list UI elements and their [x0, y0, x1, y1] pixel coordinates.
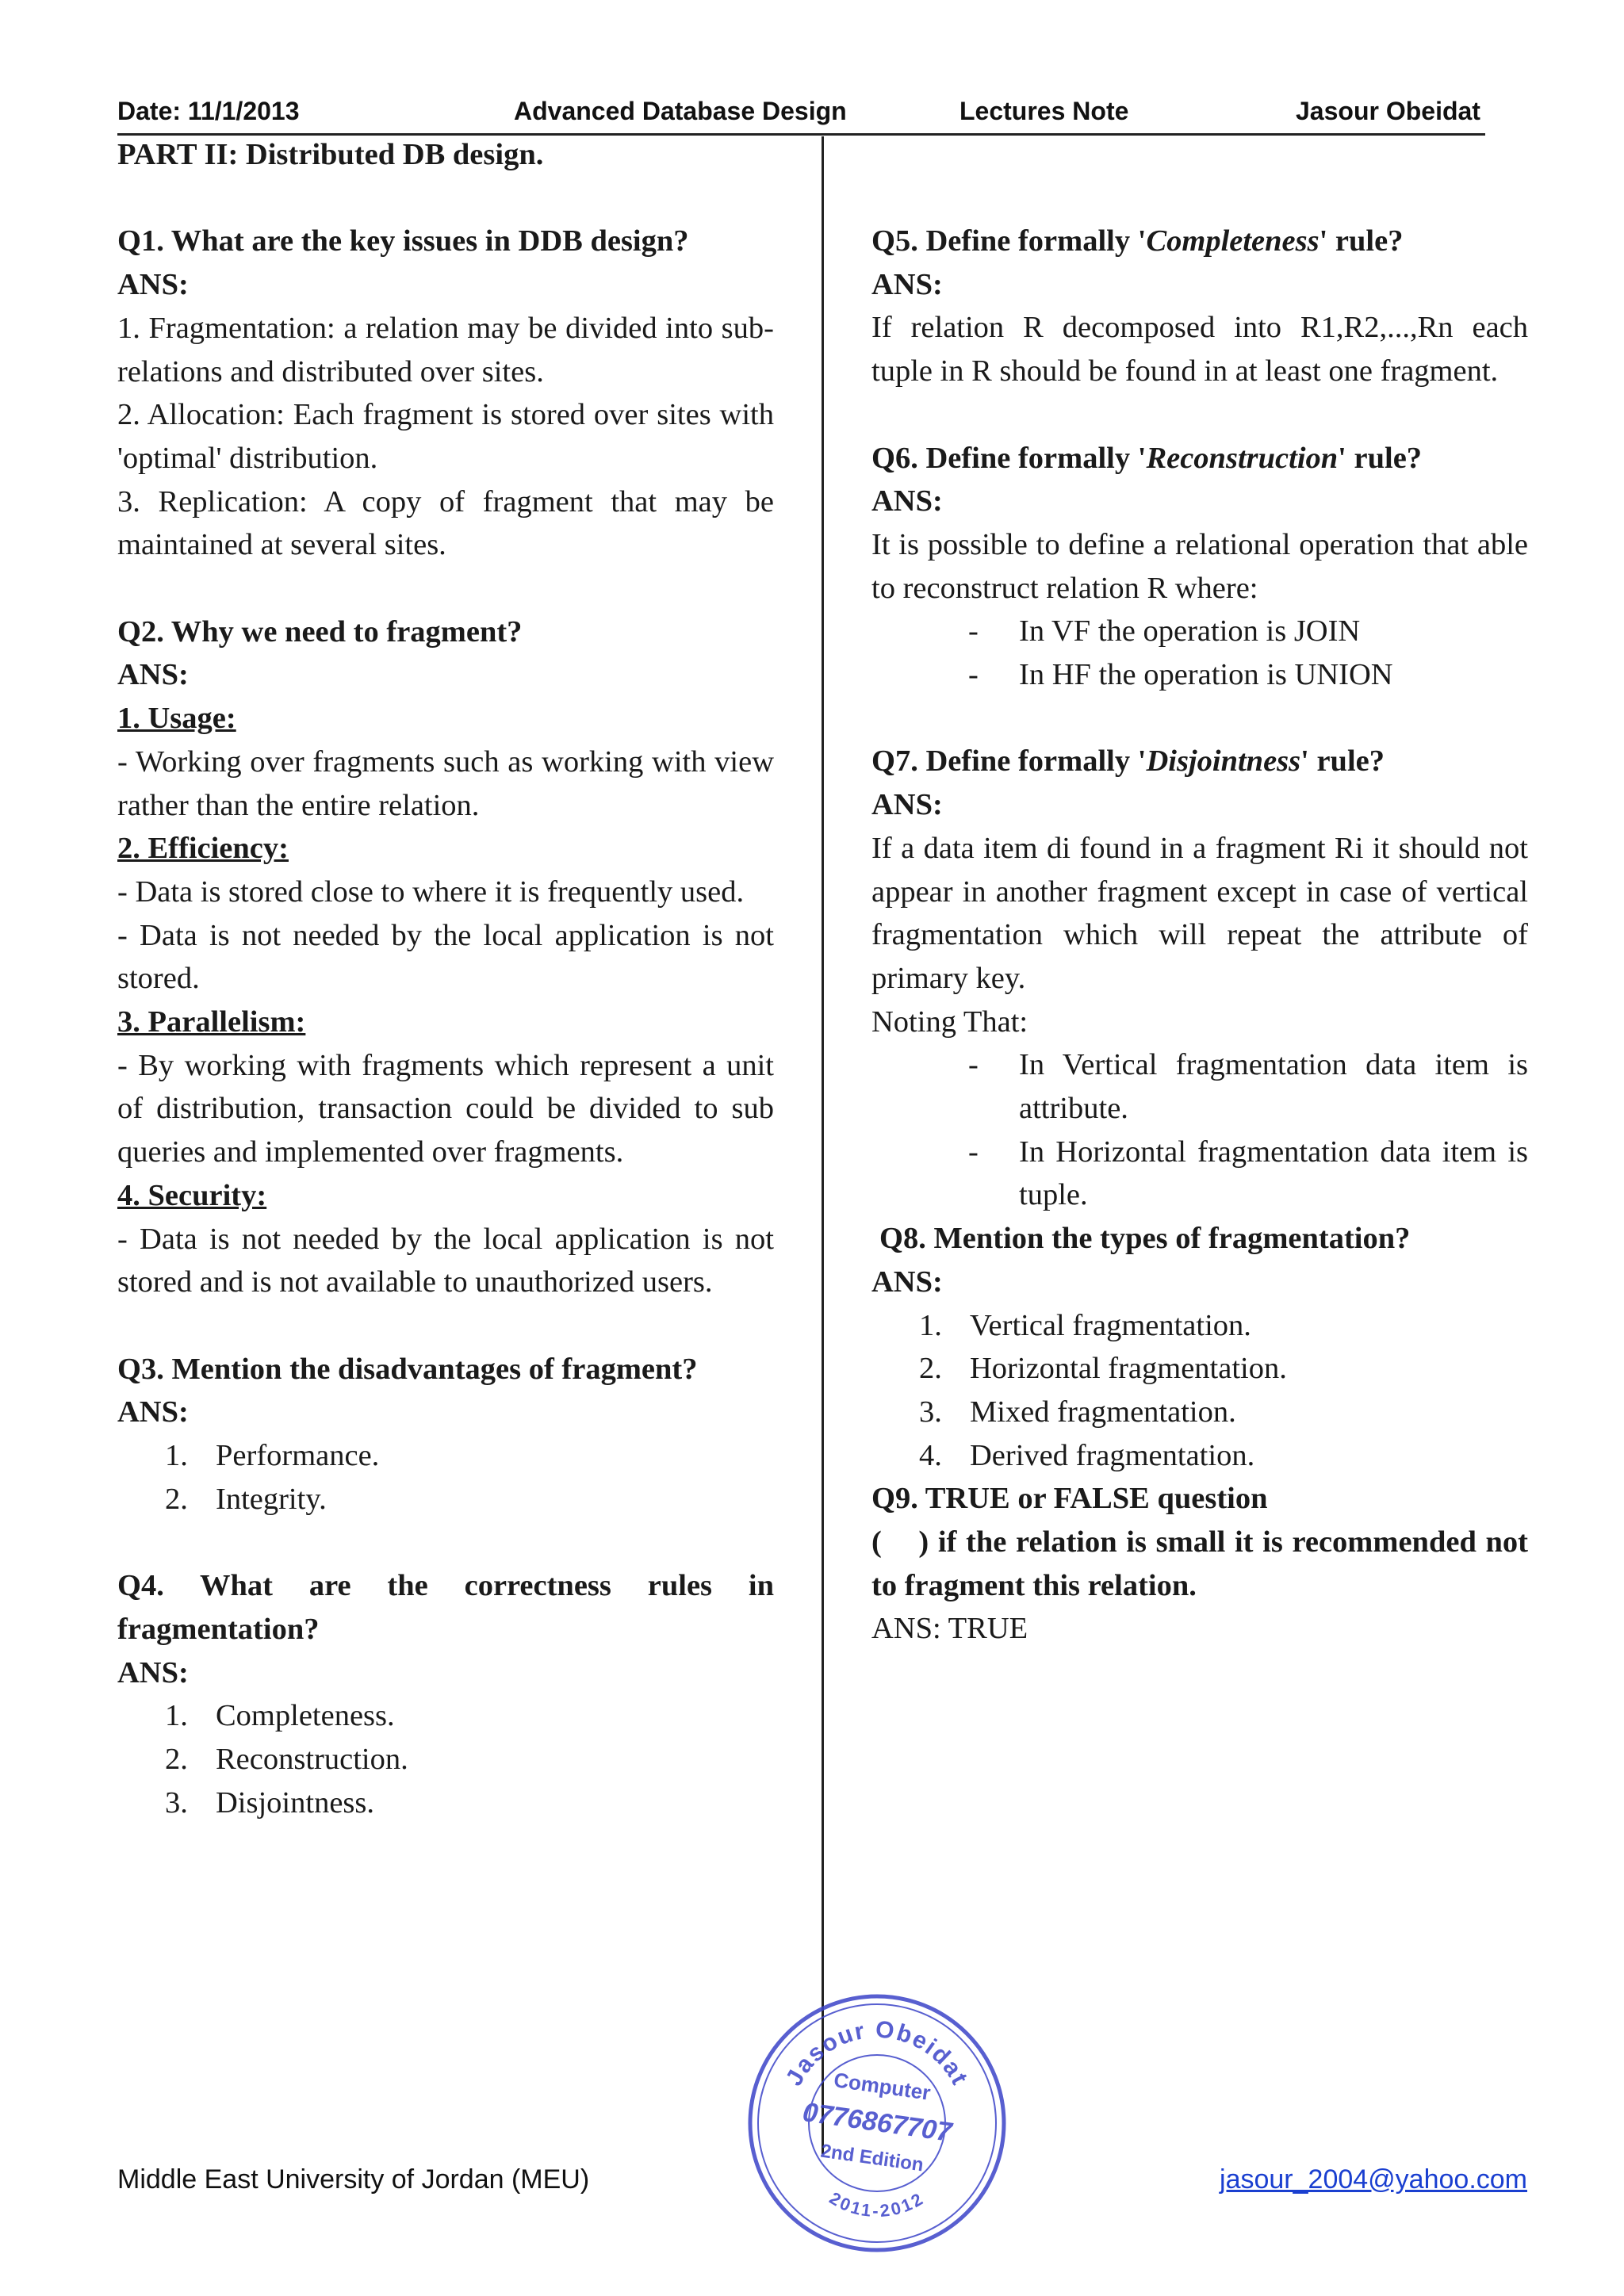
q5-ans-label: ANS:	[871, 267, 943, 301]
header-type: Lectures Note	[959, 97, 1129, 125]
q6-body: It is possible to define a relational operation that able to reconstruct relation R where:	[871, 527, 1528, 605]
list-item: - In Horizontal fragmentation data item is tuple.	[968, 1135, 1528, 1212]
q7-ans-label: ANS:	[871, 788, 943, 822]
q2-usage-heading: 1. Usage:	[117, 702, 236, 736]
q8-question: Q8. Mention the types of fragmentation?	[879, 1222, 1411, 1256]
left-column	[117, 133, 774, 1824]
list-item: - In VF the operation is JOIN	[968, 614, 1361, 649]
list-item: 2. Integrity.	[165, 1482, 327, 1516]
page-header	[117, 97, 1485, 136]
list-item: - In Vertical fragmentation data item is attribute.	[968, 1048, 1528, 1126]
header-date: Date: 11/1/2013	[117, 97, 300, 125]
footer-university: Middle East University of Jordan (MEU)	[117, 2164, 590, 2195]
footer-email-link[interactable]: jasour_2004@yahoo.com	[1220, 2164, 1527, 2195]
list-item: 3. Mixed fragmentation.	[919, 1395, 1236, 1429]
column-divider	[822, 136, 824, 2154]
q2-efficiency-heading: 2. Efficiency:	[117, 832, 289, 866]
q9-question: Q9. TRUE or FALSE question	[871, 1482, 1268, 1516]
stamp-name: Jasour Obeidat	[780, 2016, 974, 2091]
list-item: 1. Completeness.	[165, 1699, 395, 1733]
part-title: PART II: Distributed DB design.	[117, 138, 544, 171]
q2-efficiency-text: - Data is stored close to where it is frequently used.	[117, 874, 745, 909]
list-item: 3. Disjointness.	[165, 1785, 375, 1820]
q2-parallelism-heading: 3. Parallelism:	[117, 1005, 306, 1039]
q6-list	[871, 610, 1528, 696]
header-course: Advanced Database Design	[514, 97, 847, 125]
q5-question: Q5. Define formally 'Completeness' rule?	[871, 224, 1404, 258]
q2-parallelism-text: - By working with fragments which represent a unit of distribution, transaction could be divided to sub queries and implemented over fragments.	[117, 1048, 774, 1169]
list-item: 1. Vertical fragmentation.	[919, 1308, 1251, 1342]
q1-question: Q1. What are the key issues in DDB design?	[117, 224, 689, 258]
list-item: 1. Performance.	[165, 1439, 380, 1473]
official-stamp	[742, 1988, 1012, 2258]
q2-efficiency-text: - Data is not needed by the local application is not stored.	[117, 918, 774, 996]
list-item: - In HF the operation is UNION	[968, 658, 1393, 692]
header-author: Jasour Obeidat	[1296, 97, 1480, 125]
q2-usage-text: - Working over fragments such as working with view rather than the entire relation.	[117, 744, 774, 822]
q8-ans-label: ANS:	[871, 1265, 943, 1299]
q7-question: Q7. Define formally 'Disjointness' rule?	[871, 744, 1385, 779]
q5-body: If relation R decomposed into R1,R2,...,Rn each tuple in R should be found in at least one fragment.	[871, 311, 1528, 388]
list-item: 2. Reconstruction.	[165, 1742, 408, 1776]
q4-question: Q4. What are the correctness rules in fragmentation?	[117, 1569, 774, 1646]
q7-list	[871, 1043, 1528, 1217]
stamp-dept: Computer	[832, 2068, 933, 2105]
q9-answer: ANS: TRUE	[871, 1612, 1028, 1646]
q3-question: Q3. Mention the disadvantages of fragment?	[117, 1352, 698, 1386]
q6-question: Q6. Define formally 'Reconstruction' rule?	[871, 441, 1423, 475]
q1-item: 3. Replication: A copy of fragment that may be maintained at several sites.	[117, 484, 774, 562]
q6-ans-label: ANS:	[871, 484, 943, 519]
stamp-edition: 2nd Edition	[819, 2140, 925, 2176]
q4-list	[117, 1694, 774, 1824]
q7-body: If a data item di found in a fragment Ri it should not appear in another fragment except in case of vertical fragmentation which will repeat the attribute of primary key.	[871, 831, 1528, 995]
q2-ans-label: ANS:	[117, 658, 189, 692]
q1-item: 1. Fragmentation: a relation may be divided into sub-relations and distributed over sites.	[117, 311, 774, 388]
stamp-years: 2011-2012	[825, 2187, 929, 2221]
q8-list	[871, 1304, 1528, 1478]
stamp-phone: 0776867707	[800, 2097, 954, 2148]
q1-item: 2. Allocation: Each fragment is stored over sites with 'optimal' distribution.	[117, 398, 774, 475]
q1-ans-label: ANS:	[117, 268, 189, 302]
q2-security-heading: 4. Security:	[117, 1178, 267, 1212]
q9-statement: ( ) if the relation is small it is recommended not to fragment this relation.	[871, 1525, 1536, 1602]
q2-security-text: - Data is not needed by the local application is not stored and is not available to unauthorized users.	[117, 1222, 774, 1299]
list-item: 2. Horizontal fragmentation.	[919, 1352, 1287, 1386]
list-item: 4. Derived fragmentation.	[919, 1438, 1255, 1472]
q7-noting: Noting That:	[871, 1004, 1028, 1039]
q4-ans-label: ANS:	[117, 1655, 189, 1689]
q2-question: Q2. Why we need to fragment?	[117, 614, 523, 649]
q3-ans-label: ANS:	[117, 1395, 189, 1429]
right-column	[871, 220, 1536, 1651]
q3-list	[117, 1434, 774, 1521]
